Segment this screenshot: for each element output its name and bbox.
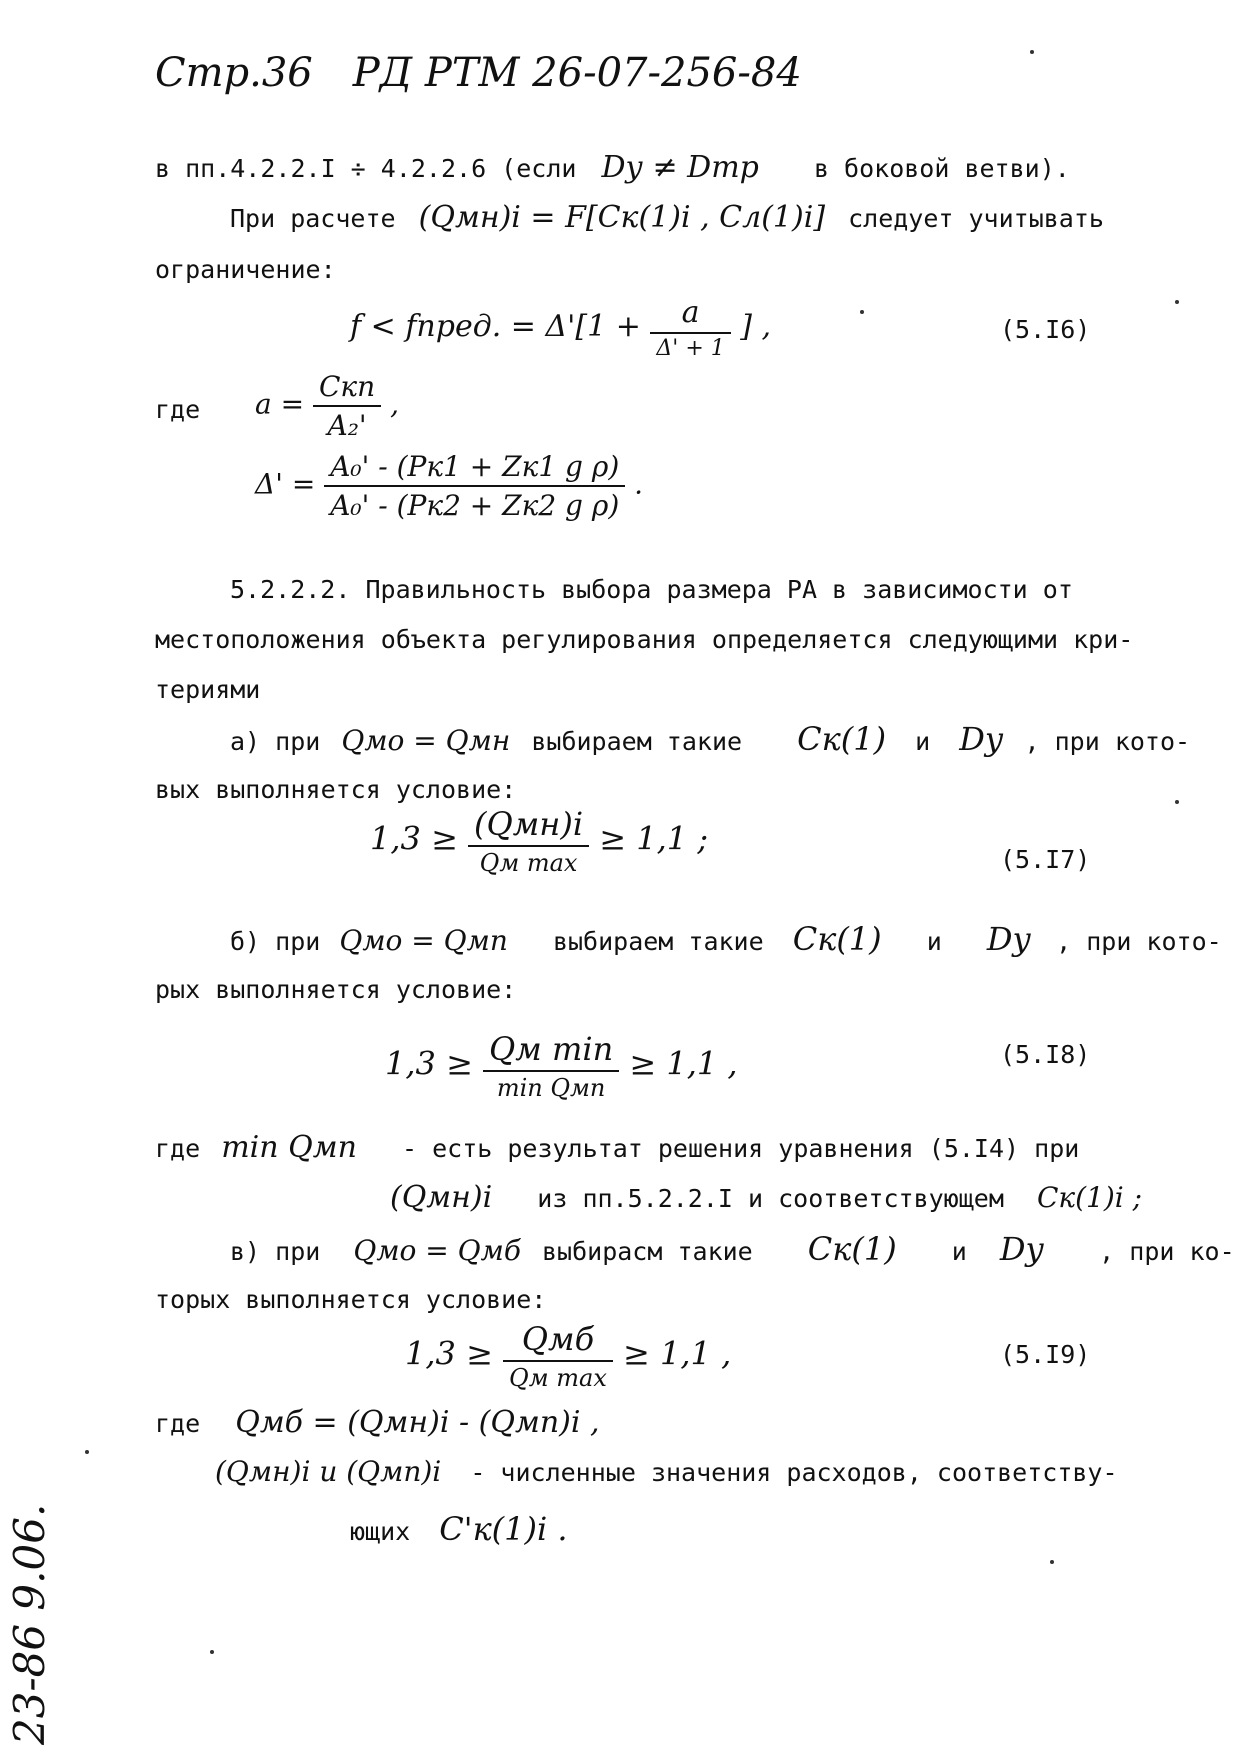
case-a-line: а) при Qмо = Qмн выбираем такие Cк(1) и Dу , при кото- — [230, 720, 1191, 758]
text-line: рых выполняется условие: — [155, 975, 517, 1004]
paragraph-line: 5.2.2.2. Правильность выбора размера РА в зависимости от — [230, 575, 1073, 604]
definition-delta: Δ' = $\frac{\text{A₀' - (Pк1 + Zк1 g ρ)}}{\text{A₀' - (Pк2 + Zк2 g ρ)}}$ . — [255, 450, 644, 522]
fraction: $\frac{a}{\Delta' + 1}$ — [650, 295, 730, 361]
text-line: торых выполняется условие: — [155, 1285, 547, 1314]
document-code: РД РТМ 26-07-256-84 — [352, 50, 802, 96]
equation-5-18: 1,3 ≥ $\frac{\text{Qм min}}{\text{min Qмп}}$ ≥ 1,1 , — [385, 1030, 738, 1102]
fraction: $\frac{\text{Qм min}}{\text{min Qмп}}$ — [483, 1030, 619, 1102]
scan-speck — [1175, 800, 1179, 804]
text-line: в пп.4.2.2.I ÷ 4.2.2.6 (если Dу ≠ Dтр в боковой ветви). — [155, 150, 1070, 185]
fraction: $\frac{\text{Cкп}}{\text{A₂'}}$ — [313, 370, 381, 442]
equation-number: (5.I8) — [1000, 1040, 1091, 1069]
where-line: где Qмб = (Qмн)i - (Qмп)i , — [155, 1405, 600, 1440]
equation-number: (5.I6) — [1000, 315, 1091, 344]
handwritten-margin-note: 23-86 9.06. — [5, 1503, 54, 1745]
formula: (Qмн)i = F[Cк(1)i , Cл(1)i] — [418, 200, 826, 235]
paragraph-line: териями — [155, 675, 261, 704]
fraction: $\frac{\text{A₀' - (Pк1 + Zк1 g ρ)}}{\text{A₀' - (Pк2 + Zк2 g ρ)}}$ — [324, 450, 625, 522]
equation-5-19: 1,3 ≥ $\frac{\text{Qмб}}{\text{Qм max}}$ ≥ 1,1 , — [405, 1320, 732, 1392]
scan-speck — [85, 1450, 89, 1454]
fraction: $\frac{\text{(Qмн)i}}{\text{Qм max}}$ — [468, 805, 589, 877]
where-label: где — [155, 395, 201, 424]
scan-speck — [860, 310, 864, 314]
scan-speck — [1175, 300, 1179, 304]
scan-speck — [1050, 1560, 1054, 1564]
text-line: При расчете (Qмн)i = F[Cк(1)i , Cл(1)i] следует учитывать — [230, 200, 1104, 235]
equation-number: (5.I9) — [1000, 1340, 1091, 1369]
paragraph-line: местоположения объекта регулирования определяется следующими кри- — [155, 625, 1134, 654]
where-line: (Qмн)i и (Qмп)i - численные значения расходов, соответству- — [215, 1455, 1118, 1488]
scan-speck — [210, 1650, 214, 1654]
where-line: (Qмн)i из пп.5.2.2.I и соответствующем Cк(1)i ; — [390, 1180, 1143, 1215]
where-line: ющих C'к(1)i . — [350, 1510, 568, 1548]
formula: Dу ≠ Dтр — [601, 150, 759, 185]
equation-number: (5.I7) — [1000, 845, 1091, 874]
where-line: где min Qмп - есть результат решения уравнения (5.I4) при — [155, 1130, 1080, 1165]
page-number: Стр.36 — [155, 50, 313, 96]
equation-5-17: 1,3 ≥ $\frac{\text{(Qмн)i}}{\text{Qм max}}$ ≥ 1,1 ; — [370, 805, 709, 877]
case-b-line: б) при Qмо = Qмп выбираем такие Cк(1) и Dу , при кото- — [230, 920, 1222, 958]
text-line: вых выполняется условие: — [155, 775, 517, 804]
text-line: ограничение: — [155, 255, 336, 284]
page-header — [155, 50, 802, 96]
equation-5-16: f < fпред. = Δ'[1 + $\frac{a}{\Delta' + 1}$ ] , — [350, 295, 772, 361]
case-c-line: в) при Qмо = Qмб выбирасм такие Cк(1) и Dу , при ко- — [230, 1230, 1235, 1268]
scan-speck — [1030, 50, 1034, 54]
fraction: $\frac{\text{Qмб}}{\text{Qм max}}$ — [503, 1320, 613, 1392]
definition-a: a = $\frac{\text{Cкп}}{\text{A₂'}}$ , — [255, 370, 399, 442]
